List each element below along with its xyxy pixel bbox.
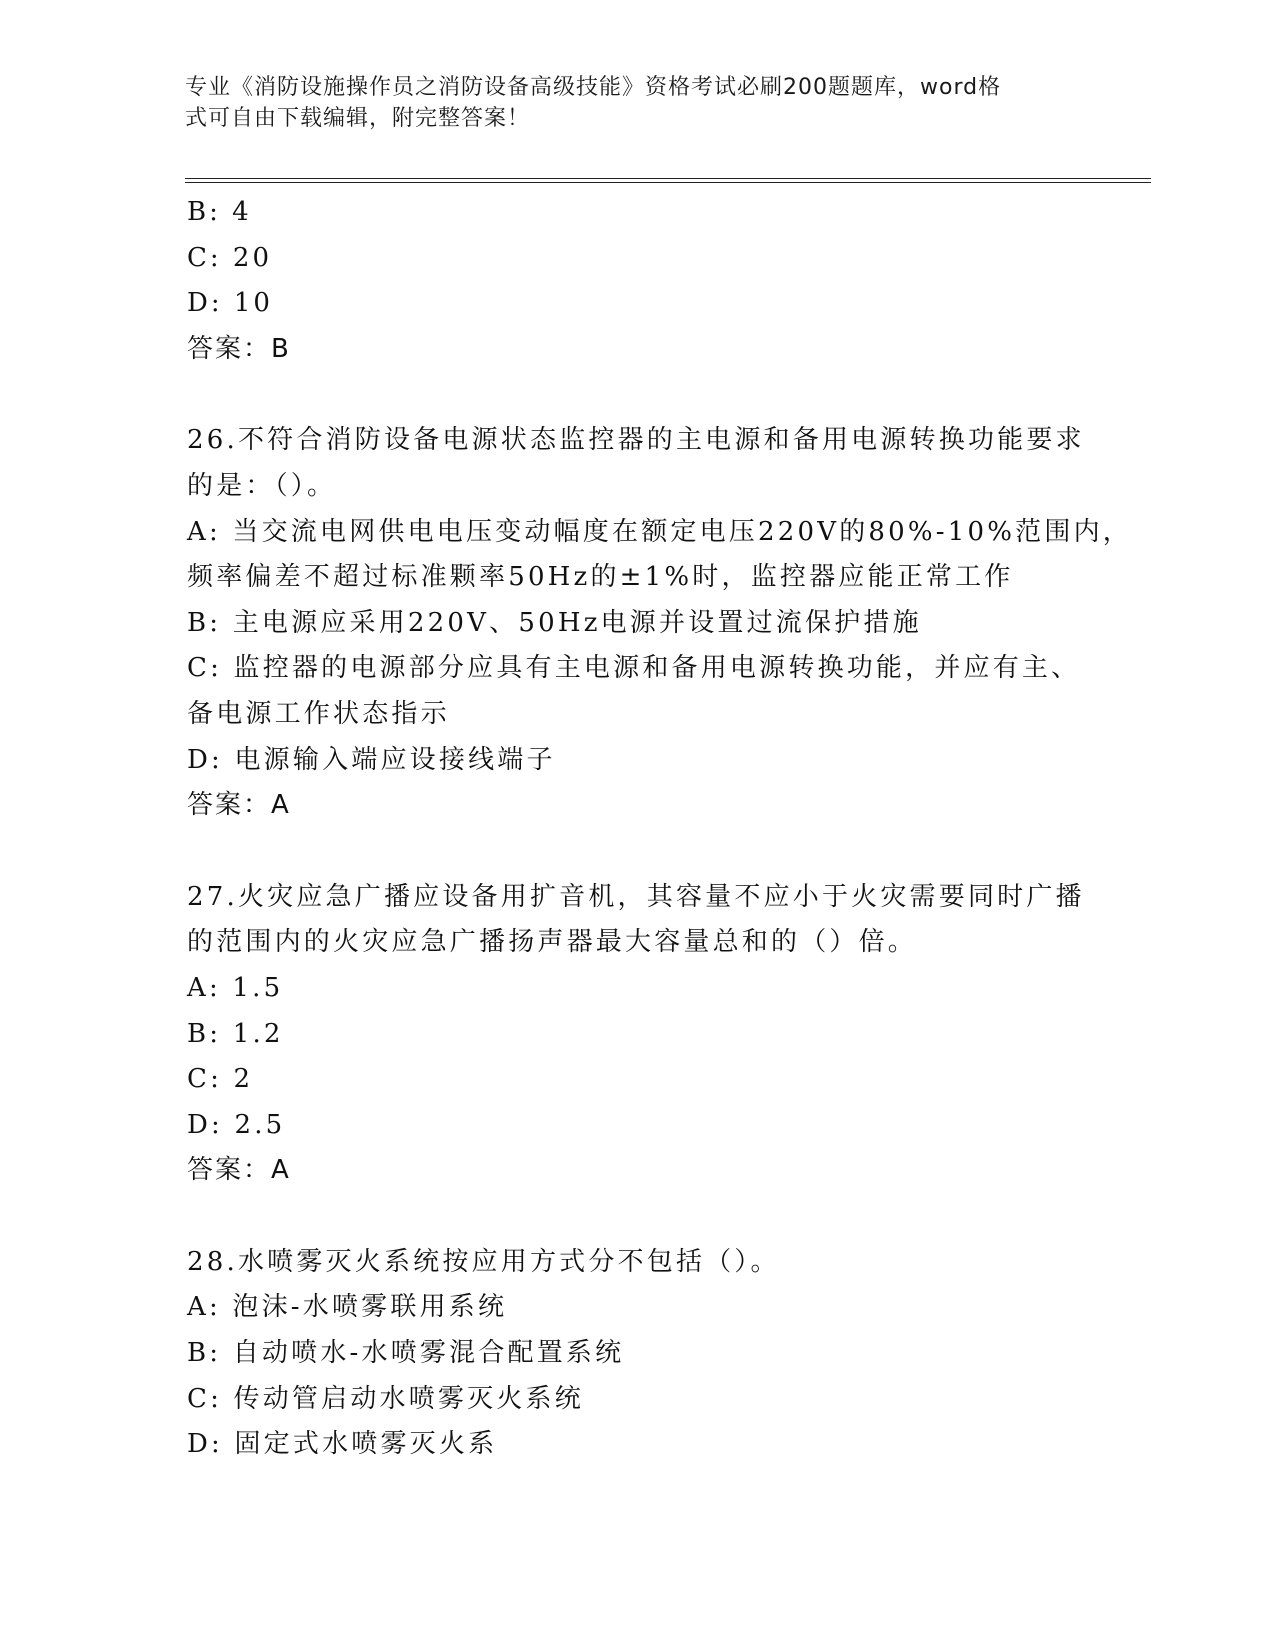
option-b: B: 1.2 xyxy=(187,1018,284,1049)
question-stem: 26.不符合消防设备电源状态监控器的主电源和备用电源转换功能要求 xyxy=(187,425,1085,456)
option-c: C: 监控器的电源部分应具有主电源和备用电源转换功能，并应有主、 xyxy=(187,653,1081,684)
question-26-block xyxy=(187,418,1132,828)
option-a: A: 泡沫-水喷雾联用系统 xyxy=(187,1292,508,1323)
question-27-block xyxy=(187,875,1087,1194)
option-a: A: 当交流电网供电电压变动幅度在额定电压220V的80%-10%范围内， xyxy=(187,516,1132,547)
answer-line: 答案：A xyxy=(187,790,291,821)
question-stem: 28.水喷雾灭火系统按应用方式分不包括（）。 xyxy=(187,1246,780,1277)
header-divider-bottom xyxy=(185,182,1151,183)
question-28-block xyxy=(187,1240,1087,1468)
option-c: C: 2 xyxy=(187,1064,254,1095)
option-d: D: 2.5 xyxy=(187,1109,286,1140)
spacer xyxy=(187,829,1087,875)
answer-line: 答案：B xyxy=(187,333,291,364)
option-c-continued: 备电源工作状态指示 xyxy=(187,698,450,729)
spacer xyxy=(187,372,1087,418)
option-b: B: 自动喷水-水喷雾混合配置系统 xyxy=(187,1338,625,1369)
question-stem: 27.火灾应急广播应设备用扩音机，其容量不应小于火灾需要同时广播 xyxy=(187,881,1085,912)
option-a: A: 1.5 xyxy=(187,972,284,1003)
option-c: C: 传动管启动水喷雾灭火系统 xyxy=(187,1383,584,1414)
question-content xyxy=(187,190,1132,1468)
option-a-continued: 频率偏差不超过标准颗率50Hz的±1%时，监控器应能正常工作 xyxy=(187,562,1014,593)
option-c: C: 20 xyxy=(187,242,273,273)
option-d: D: 固定式水喷雾灭火系 xyxy=(187,1429,498,1460)
question-stem-continued: 的是：（）。 xyxy=(187,470,337,501)
question-25-block xyxy=(187,190,1087,372)
option-d: D: 10 xyxy=(187,288,273,319)
header-line-2: 式可自由下载编辑，附完整答案！ xyxy=(185,106,531,131)
answer-line: 答案：A xyxy=(187,1155,291,1186)
option-b: B: 主电源应采用220V、50Hz电源并设置过流保护措施 xyxy=(187,607,922,638)
spacer xyxy=(187,1194,1087,1240)
question-stem-continued: 的范围内的火灾应急广播扬声器最大容量总和的（）倍。 xyxy=(187,927,918,958)
header-divider-top xyxy=(185,178,1151,179)
document-header xyxy=(185,72,1065,134)
option-d: D: 电源输入端应设接线端子 xyxy=(187,744,556,775)
option-b: B: 4 xyxy=(187,197,252,227)
header-line-1: 专业《消防设施操作员之消防设备高级技能》资格考试必刷200题题库，word格 xyxy=(185,75,1002,100)
